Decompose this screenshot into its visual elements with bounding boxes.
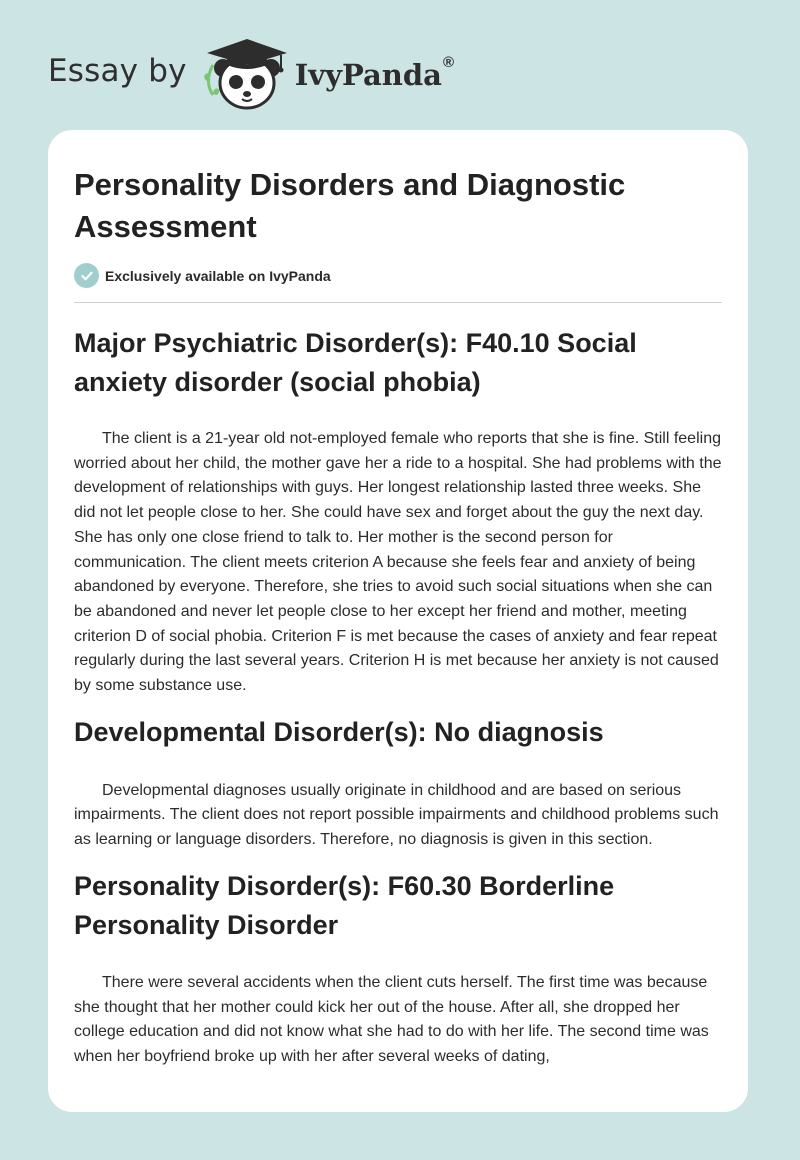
section-personality xyxy=(74,867,724,1070)
section-heading: Major Psychiatric Disorder(s): F40.10 Social anxiety disorder (social phobia) xyxy=(74,328,637,397)
section-paragraph: Developmental diagnoses usually originate in childhood and are based on serious impairments. The client does not report possible impairments and childhood problems such as learning or language disorders. Therefore, no diagnosis is given in this section. xyxy=(74,781,719,849)
brand-prefix: Essay by xyxy=(48,53,187,89)
brand-header[interactable] xyxy=(48,34,454,114)
essay-card xyxy=(48,130,748,1112)
section-developmental xyxy=(74,713,724,853)
article-content xyxy=(74,322,724,1070)
check-circle-icon xyxy=(74,263,99,288)
panda-graduation-cap-icon xyxy=(201,35,293,113)
exclusive-badge xyxy=(74,263,331,288)
divider xyxy=(74,302,722,303)
section-heading: Developmental Disorder(s): No diagnosis xyxy=(74,716,604,747)
section-major-psychiatric xyxy=(74,324,724,699)
section-heading: Personality Disorder(s): F60.30 Borderline Personality Disorder xyxy=(74,870,615,940)
section-paragraph: The client is a 21-year old not-employed female who reports that she is fine. Still feeling worried about her child, the mother gave her a ride to a hospital. She had problems with the development of relationships with guys. Her longest relationship lasted three weeks. She did not let people close to her. She could have sex and forget about the guy the next day. She has only one close friend to talk to. Her mother is the second person for communication. The client meets criterion A because she feels fear and anxiety of being abandoned by everyone. Therefore, she tries to avoid such social situations when she can be abandoned and never let people close to her except her friend and mother, meeting criterion D of social phobia. Criterion F is met because the cases of anxiety and fear repeat regularly during the last several years. Criterion H is met because her anxiety is not caused by some substance use. xyxy=(74,430,722,695)
page-title: Personality Disorders and Diagnostic Assessment xyxy=(74,167,626,244)
section-paragraph: There were several accidents when the client cuts herself. The first time was because she thought that her mother could kick her out of the house. After all, she dropped her college education and did not know what she had to do with her life. The second time was when her boyfriend broke up with her after several weeks of dating, xyxy=(74,973,709,1065)
exclusive-label: Exclusively available on IvyPanda xyxy=(105,267,331,284)
brand-name: IvyPanda® xyxy=(294,54,455,92)
